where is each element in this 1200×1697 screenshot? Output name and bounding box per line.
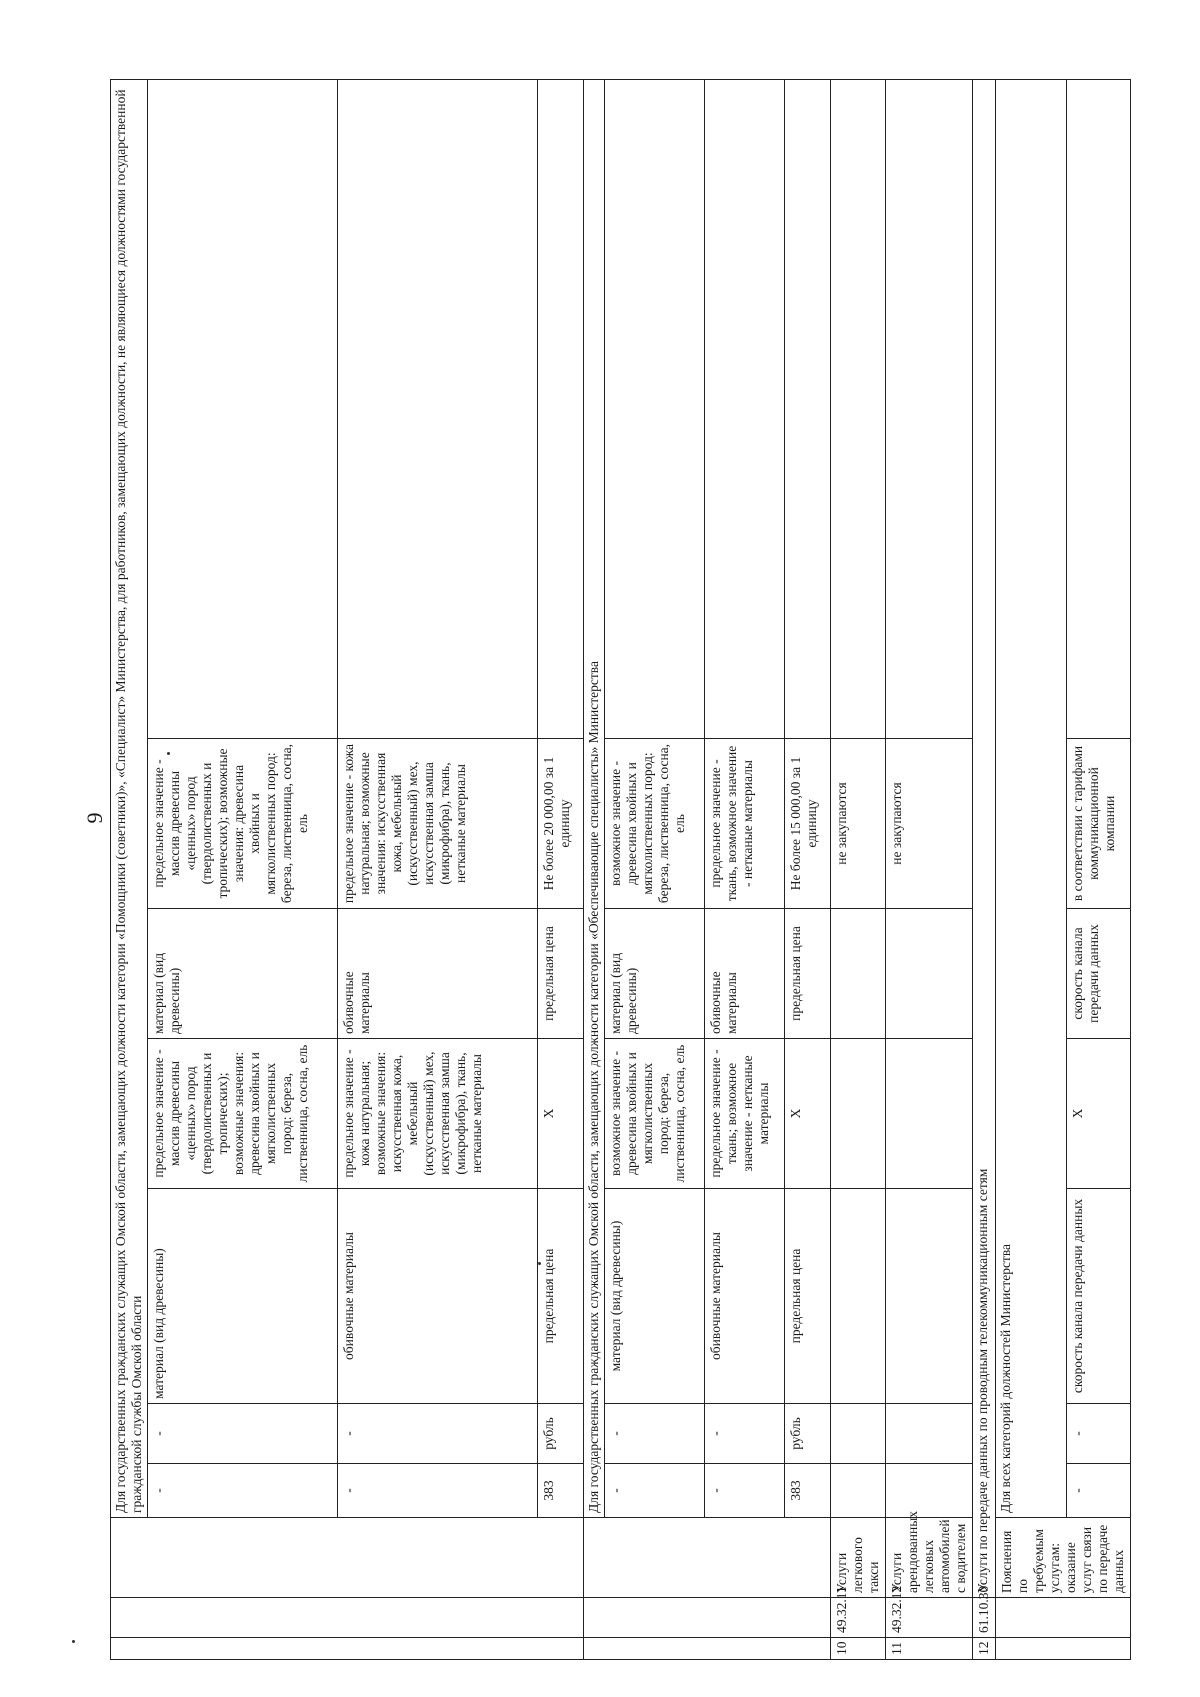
scan-speck (72, 1640, 75, 1643)
value-cell: Не более 15 000,00 за 1 единицу (785, 739, 831, 909)
code-cell: 383 (538, 1464, 584, 1518)
table-row (705, 79, 785, 1659)
code-cell: 383 (785, 1464, 831, 1518)
unit-cell: - (148, 1404, 338, 1464)
value-cell: Не более 20 000,00 за 1 единицу (538, 739, 584, 909)
value-cell: X (785, 1039, 831, 1189)
characteristic-cell: материал (вид древесины) (148, 1189, 338, 1404)
characteristic-cell: материал (вид древесины) (148, 909, 338, 1039)
row-number: 11 (886, 1638, 973, 1660)
unit-cell: - (705, 1404, 785, 1464)
table-row (338, 79, 538, 1659)
unit-cell: - (605, 1404, 705, 1464)
table-row (973, 79, 996, 1659)
rotated-table-sheet (110, 80, 1126, 1660)
requirements-table (110, 79, 1131, 1660)
characteristic-cell: обивочные материалы (338, 909, 538, 1039)
value-cell: возможное значение - древесина хвойных и мягколиственных пород: береза, лиственница, сосна, ель (605, 1039, 705, 1189)
service-name: Услуги арендованных легковых автомобилей с водителем (886, 1518, 973, 1598)
value-cell: предельное значение - кожа натуральная; возможные значения: искусственная кожа, мебельный (искусственный) мех, искусственная замша (микрофибра), ткань, нетканые материалы (338, 1039, 538, 1189)
code-cell: - (705, 1464, 785, 1518)
characteristic-cell: скорость канала передачи данных (1067, 909, 1131, 1039)
row-number: 12 (973, 1638, 996, 1660)
characteristic-cell: материал (вид древесины) (605, 1189, 705, 1404)
service-name: Услуги легкового такси (831, 1518, 886, 1598)
characteristic-cell: обивочные материалы (705, 1189, 785, 1404)
code-cell: - (605, 1464, 705, 1518)
okpd-code: 61.10.30 (973, 1598, 996, 1638)
section-header: Для всех категорий должностей Министерства (996, 79, 1067, 1517)
code-cell: - (148, 1464, 338, 1518)
section-row (111, 79, 148, 1659)
characteristic-cell: скорость канала передачи данных (1067, 1189, 1131, 1404)
row-number: 10 (831, 1638, 886, 1660)
value-cell: предельное значение - ткань; возможное значение - нетканые материалы (705, 1039, 785, 1189)
table-row (538, 79, 584, 1659)
value-cell: в соответствии с тарифами коммуникационной компании (1067, 739, 1131, 909)
code-cell: - (338, 1464, 538, 1518)
value-cell: предельное значение - кожа натуральная; возможные значения: искусственная кожа, мебельный (искусственный) мех, искусственная замша (микрофибра), ткань, нетканые материалы (338, 739, 538, 909)
characteristic-cell: предельная цена (538, 909, 584, 1039)
unit-cell: - (338, 1404, 538, 1464)
table-row (886, 79, 973, 1659)
value-cell: не закупаются (886, 739, 973, 909)
section-row (584, 79, 605, 1659)
value-cell: возможное значение - древесина хвойных и мягколиственных пород: береза, лиственница, сосна, ель (605, 739, 705, 909)
section-header: Для государственных гражданских служащих Омской области, замещающих должности категории «Помощники (советники)», «Специалист» Министерства, для работников, замещающих должности, не являющиеся должностями государственной гражданской службы Омской области (111, 79, 148, 1517)
unit-cell: рубль (538, 1404, 584, 1464)
unit-cell: рубль (785, 1404, 831, 1464)
value-cell: предельное значение - массив древесины «ценных» пород (твердолиственных и тропических); возможные значения: древесина хвойных и мягколиственных пород: береза, лиственница, сосна, ель (148, 1039, 338, 1189)
okpd-code: 49.32.12 (886, 1598, 973, 1638)
value-cell: не закупаются (831, 739, 886, 909)
code-cell: - (1067, 1464, 1131, 1518)
characteristic-cell: обивочные материалы (338, 1189, 538, 1404)
section-header: Услуги по передаче данных по проводным телекоммуникационным сетям (973, 79, 996, 1597)
characteristic-cell: предельная цена (785, 1189, 831, 1404)
value-cell: X (538, 1039, 584, 1189)
value-cell: предельное значение - массив древесины «ценных» пород (твердолиственных и тропических); возможные значения: древесина хвойных и мягколиственных пород: береза, лиственница, сосна, ель (148, 739, 338, 909)
value-cell: предельное значение - ткань, возможное значение - нетканые материалы (705, 739, 785, 909)
section-header: Для государственных гражданских служащих Омской области, замещающих должности категории «Обеспечивающие специалисты» Министерства (584, 79, 605, 1517)
table-row (605, 79, 705, 1659)
characteristic-cell: предельная цена (538, 1189, 584, 1404)
table-row (1067, 79, 1131, 1659)
characteristic-cell: предельная цена (785, 909, 831, 1039)
table-row (831, 79, 886, 1659)
characteristic-cell: обивочные материалы (705, 909, 785, 1039)
page-number: 9 (82, 812, 107, 824)
section-row (996, 79, 1067, 1659)
okpd-code: 49.32.11 (831, 1598, 886, 1638)
unit-cell: - (1067, 1404, 1131, 1464)
service-name: Пояснения по требуемым услугам: оказание услуг связи по передаче данных (996, 1518, 1131, 1598)
characteristic-cell: материал (вид древесины) (605, 909, 705, 1039)
value-cell: X (1067, 1039, 1131, 1189)
table-row (148, 79, 338, 1659)
table-row (785, 79, 831, 1659)
